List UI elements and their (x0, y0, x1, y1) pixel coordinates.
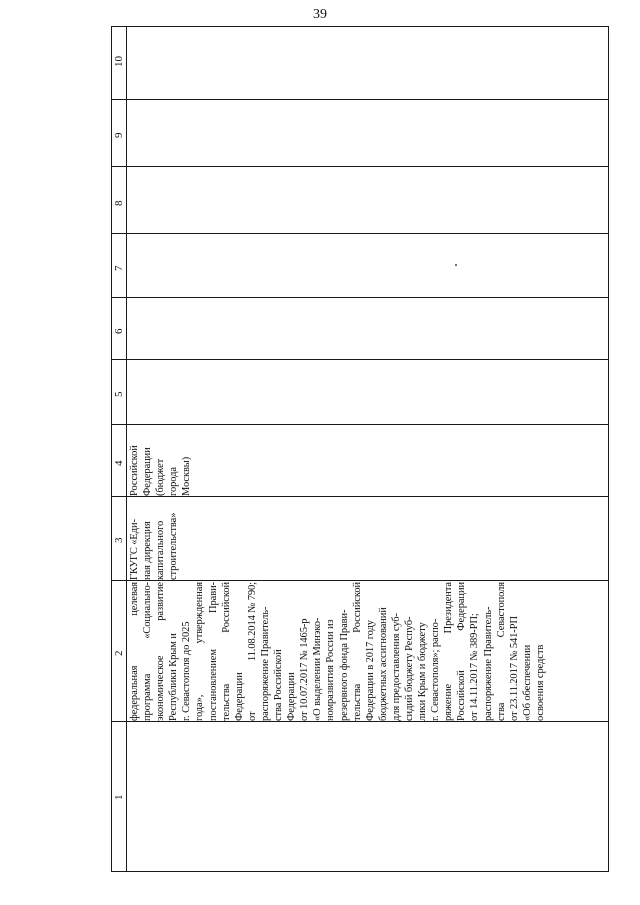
cell-line: от 14.11.2017 № 389-РП; (469, 613, 481, 721)
cell-line: от 10.07.2017 № 1465-р (299, 618, 311, 721)
cell-line (495, 582, 508, 721)
cell-line: распоряжение Правитель- (259, 606, 271, 721)
cell-funding-source (128, 426, 193, 496)
column-header-10: 10 (113, 56, 125, 67)
cell-line-start: программа (142, 673, 154, 721)
cell-line: от 23.11.2017 № 541-РП (508, 616, 520, 721)
cell-line-start: ряжение (443, 683, 455, 721)
header-column-separator (126, 26, 127, 872)
cell-line (351, 582, 364, 721)
column-header-9: 9 (113, 132, 125, 138)
row-separator (111, 99, 609, 100)
cell-line (442, 582, 455, 721)
cell-line: города (168, 467, 180, 496)
row-separator (111, 359, 609, 360)
cell-line-end: Российской (220, 582, 232, 633)
cell-line: строительства» (168, 512, 180, 580)
cell-line: сидий бюджету Респуб- (403, 616, 415, 721)
cell-line: Федерации (233, 672, 245, 721)
cell-line-start: федеральная (129, 665, 140, 721)
cell-line-end: целевая (129, 582, 140, 616)
cell-line-start: года», (194, 694, 206, 721)
cell-line: освоения средств (534, 644, 546, 721)
table-border-top (111, 26, 609, 27)
cell-line: ства Российской (273, 649, 285, 721)
row-separator (111, 580, 609, 581)
row-separator (111, 166, 609, 167)
column-header-1: 1 (113, 794, 125, 800)
row-separator (111, 496, 609, 497)
cell-line: Москвы) (181, 456, 193, 496)
cell-line-start: постановлением (207, 649, 219, 721)
cell-line: резервного фонда Прави- (338, 609, 350, 721)
cell-line: Федерации в 2017 году (364, 620, 376, 721)
cell-line: (бюджет (155, 458, 167, 496)
column-header-2: 2 (113, 650, 125, 656)
cell-line: ГКУГС «Еди- (129, 519, 140, 580)
cell-line-end: Федерации (456, 582, 468, 631)
cell-line: г. Севастополя»; распо- (430, 618, 442, 721)
column-header-8: 8 (113, 200, 125, 206)
cell-line-end: Прави- (207, 582, 219, 613)
cell-line: бюджетных ассигнований (377, 607, 389, 721)
cell-line: г. Севастополя до 2025 (181, 621, 193, 721)
cell-executor (128, 498, 180, 580)
cell-line: для предоставления суб- (390, 613, 402, 721)
row-separator (111, 233, 609, 234)
cell-line-end: Российской (351, 582, 363, 633)
cell-line: Российской (129, 445, 140, 496)
cell-line-start: тельства (220, 683, 232, 721)
cell-line-start: ства (495, 702, 507, 721)
cell-line (128, 582, 141, 721)
table-border-bottom (111, 871, 609, 872)
cell-line (246, 582, 259, 721)
page-number: 39 (313, 7, 327, 22)
column-header-6: 6 (113, 328, 125, 334)
cell-line (193, 582, 206, 721)
cell-line (154, 582, 167, 721)
cell-line: «О выделении Минэко- (312, 617, 324, 721)
row-separator (111, 297, 609, 298)
cell-line-end: 11.08.2014 № 790; (246, 582, 258, 662)
cell-line-start: Российской (456, 670, 468, 721)
cell-line (220, 582, 233, 721)
cell-line-start: тельства (351, 683, 363, 721)
cell-legal-basis (128, 582, 547, 721)
cell-line: «Об обеспечении (521, 644, 533, 721)
cell-line (207, 582, 220, 721)
column-header-3: 3 (113, 537, 125, 543)
cell-line: ная дирекция (142, 521, 154, 580)
cell-line-start: от (246, 711, 258, 721)
cell-line (455, 582, 468, 721)
column-header-5: 5 (113, 391, 125, 397)
scan-speck (455, 264, 457, 266)
cell-line-end: Севастополя (495, 582, 507, 638)
row-separator (111, 721, 609, 722)
table-border-right (608, 26, 609, 872)
row-separator (111, 424, 609, 425)
cell-line: Федерации (142, 447, 154, 496)
cell-line-start: экономическое (155, 655, 167, 721)
cell-line (141, 582, 154, 721)
cell-line: Федерации (286, 672, 298, 721)
column-header-7: 7 (113, 265, 125, 271)
cell-line-end: развитие (155, 582, 167, 621)
column-header-4: 4 (113, 460, 125, 466)
cell-line: Республики Крым и (168, 633, 180, 721)
cell-line: лики Крым и бюджету (417, 622, 429, 721)
cell-line: распоряжение Правитель- (482, 606, 494, 721)
table-border-left (111, 26, 112, 872)
cell-line: капитального (155, 520, 167, 580)
cell-line-end: Президента (443, 582, 455, 634)
cell-line-end: утвержденная (194, 582, 206, 644)
cell-line-end: «Социально- (142, 582, 154, 639)
cell-line: номразвития России из (325, 619, 337, 721)
